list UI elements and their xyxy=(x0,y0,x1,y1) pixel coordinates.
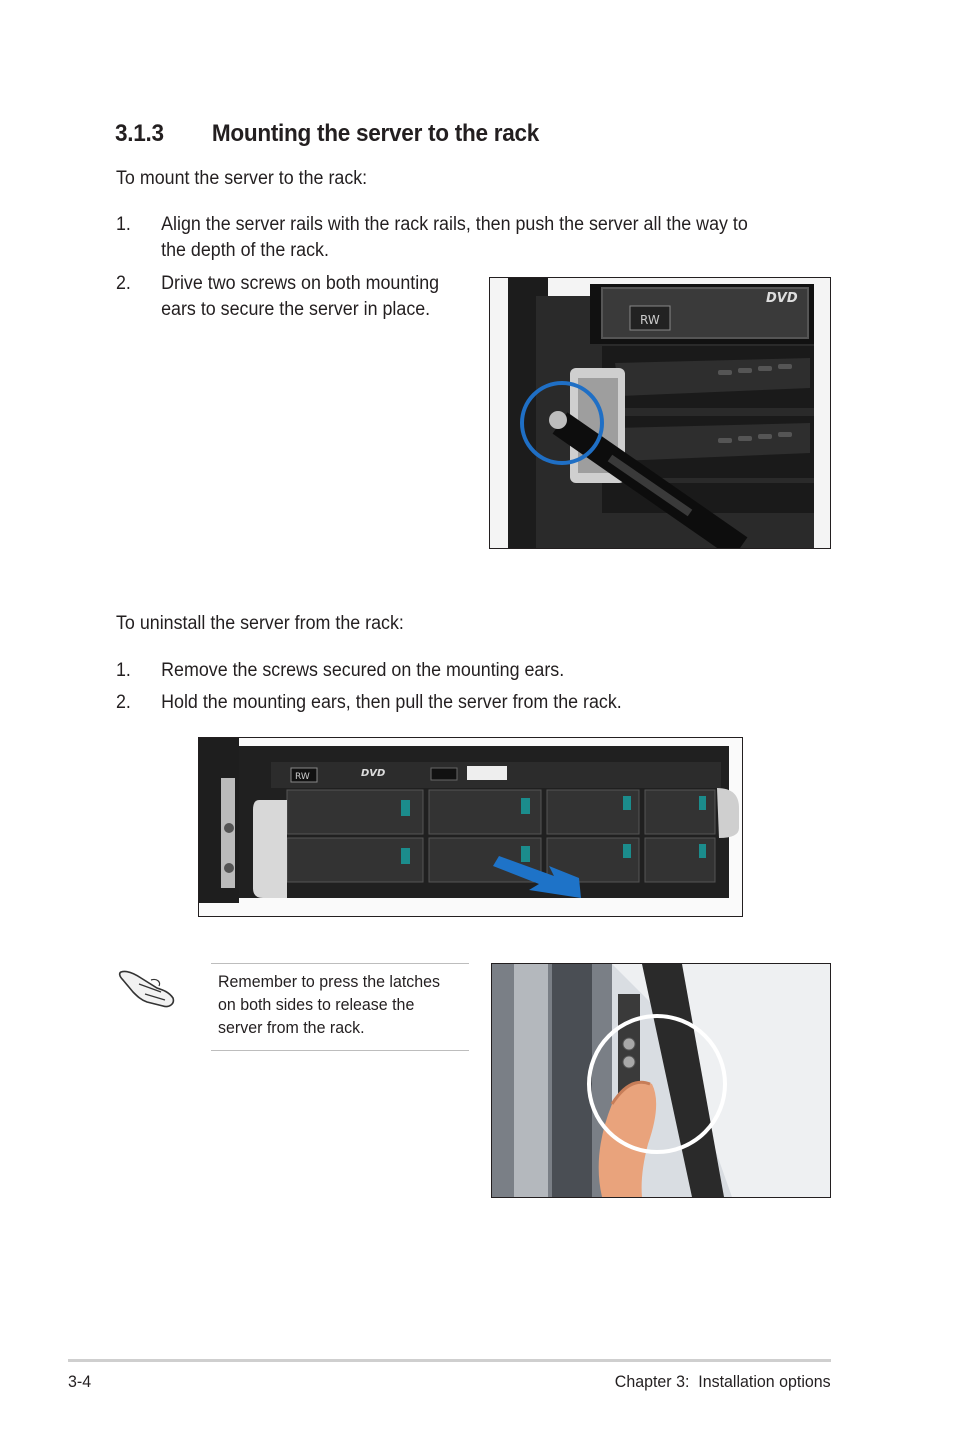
uninstall-step-1 xyxy=(116,658,830,684)
figure-pull-server-photo xyxy=(198,737,743,917)
pull-server-illustration xyxy=(199,738,742,916)
chapter-label: Chapter 3: Installation options xyxy=(615,1372,831,1391)
uninstall-intro: To uninstall the server from the rack: xyxy=(116,613,404,634)
step-number: 2. xyxy=(116,692,131,713)
step-text-line2: the depth of the rack. xyxy=(161,240,329,261)
step-number: 1. xyxy=(116,660,131,681)
rw-label: RW xyxy=(640,313,660,327)
dvd-label: DVD xyxy=(361,768,386,779)
step-number: 2. xyxy=(116,273,131,294)
rw-label: RW xyxy=(295,772,310,782)
mounting-screw-illustration xyxy=(490,278,830,548)
uninstall-step-2 xyxy=(116,690,830,716)
step-text: Hold the mounting ears, then pull the server from the rack. xyxy=(161,692,622,713)
figure-mounting-screw-photo xyxy=(489,277,831,549)
step-text-line1: Align the server rails with the rack rails, then push the server all the way to xyxy=(161,214,748,235)
mount-step-2 xyxy=(116,271,473,323)
footer-divider xyxy=(68,1359,831,1362)
step-text: Remove the screws secured on the mounting ears. xyxy=(161,660,565,681)
mount-intro: To mount the server to the rack: xyxy=(116,168,368,189)
pointing-hand-icon xyxy=(117,962,177,1010)
latch-release-illustration xyxy=(492,964,830,1197)
step-text-line2: ears to secure the server in place. xyxy=(161,299,431,320)
note-callout xyxy=(211,963,469,1051)
dvd-label: DVD xyxy=(766,291,798,306)
section-title: Mounting the server to the rack xyxy=(211,120,540,147)
step-text-line1: Drive two screws on both mounting xyxy=(161,273,440,294)
figure-latch-release-photo xyxy=(491,963,831,1198)
step-number: 1. xyxy=(116,214,131,235)
mount-step-1 xyxy=(116,212,830,264)
note-text: Remember to press the latches on both sides to release the server from the rack. xyxy=(218,972,441,1037)
section-heading xyxy=(115,120,539,148)
page-number: 3-4 xyxy=(68,1372,92,1391)
section-number: 3.1.3 xyxy=(115,120,164,147)
